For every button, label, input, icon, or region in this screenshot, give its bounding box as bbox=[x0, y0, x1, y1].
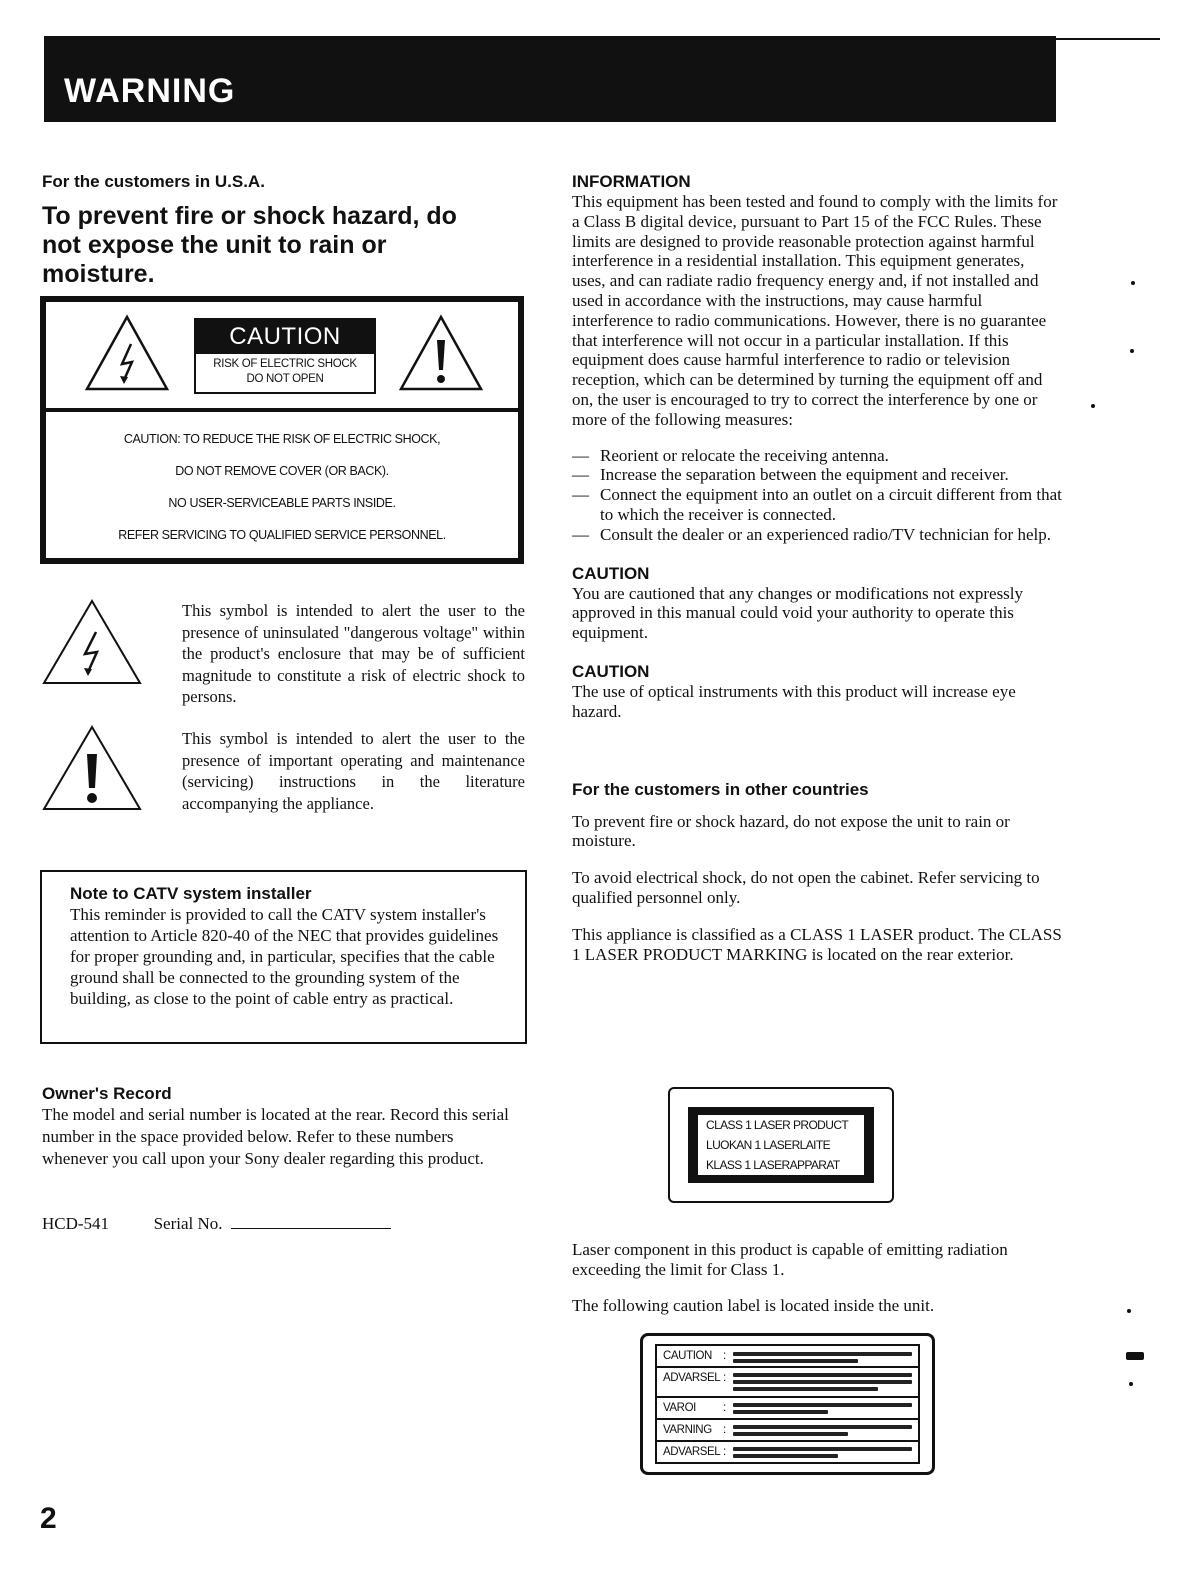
interference-measures bbox=[572, 446, 1062, 545]
exclamation-triangle-icon bbox=[398, 314, 484, 392]
list-dash: — bbox=[572, 485, 589, 505]
page-number: 2 bbox=[40, 1502, 57, 1535]
caution-modifications-title: CAUTION bbox=[572, 563, 650, 583]
owners-record-body: The model and serial number is located at the rear. Record this serial number in the space provided below. Refer to these numbers whenever you call upon your Sony dealer regarding this product. bbox=[42, 1105, 509, 1168]
information-body: This equipment has been tested and found to comply with the limits for a Class B digital device, pursuant to Part 15 of the FCC Rules. These limits are designed to provide reasonable protection against harmful interference in a residential installation. This equipment generates, uses, and can radiate radio frequency energy and, if not installed and used in accordance with the instructions, may cause harmful interference to radio communications. However, there is no guarantee that interference will not occur in a particular installation. If this equipment does cause harmful interference to radio or television reception, which can be determined by turning the equipment off and on, the user is encouraged to try to correct the interference by one or more of the following measures: bbox=[572, 192, 1058, 429]
owners-record bbox=[42, 1084, 522, 1170]
laser-class-text: This appliance is classified as a CLASS 1 LASER product. The CLASS 1 LASER PRODUCT MARKING is located on the rear exterior. bbox=[572, 924, 1062, 964]
list-dash: — bbox=[572, 465, 589, 485]
inside-caution-label bbox=[640, 1333, 935, 1475]
laser-label-line: CLASS 1 LASER PRODUCT bbox=[706, 1118, 849, 1132]
label-row: CAUTION : bbox=[657, 1346, 918, 1368]
catv-note-title: Note to CATV system installer bbox=[70, 884, 312, 903]
model-number: HCD-541 bbox=[42, 1214, 110, 1233]
lightning-triangle-icon bbox=[84, 314, 170, 392]
customers-usa-heading: For the customers in U.S.A. bbox=[42, 172, 265, 191]
label-key: ADVARSEL bbox=[663, 1446, 721, 1458]
exclamation-triangle-icon bbox=[40, 724, 144, 812]
label-fine-print bbox=[733, 1387, 878, 1391]
scan-speck bbox=[1129, 1382, 1133, 1386]
inside-label-table bbox=[655, 1344, 920, 1464]
other-countries-hazard: To prevent fire or shock hazard, do not expose the unit to rain or moisture. bbox=[572, 811, 1010, 851]
label-row: ADVARSEL : bbox=[657, 1368, 918, 1398]
class1-laser-label bbox=[668, 1087, 894, 1203]
label-key: VAROI bbox=[663, 1402, 696, 1414]
caution-instructions bbox=[46, 414, 518, 542]
lightning-triangle-icon bbox=[40, 598, 144, 686]
laser-label-frame bbox=[688, 1107, 874, 1183]
caution-line: CAUTION: TO REDUCE THE RISK OF ELECTRIC SHOCK, bbox=[123, 432, 441, 446]
label-key: VARNING bbox=[663, 1424, 712, 1436]
laser-label-text bbox=[698, 1115, 864, 1175]
list-dash: — bbox=[572, 524, 589, 544]
caution-box-upper bbox=[46, 302, 518, 408]
label-fine-print bbox=[733, 1410, 828, 1414]
caution-box bbox=[40, 296, 524, 564]
header-rule bbox=[1056, 38, 1160, 40]
label-fine-print bbox=[733, 1403, 912, 1407]
label-key: CAUTION bbox=[663, 1350, 712, 1362]
catv-note-box bbox=[40, 870, 527, 1044]
information-title: INFORMATION bbox=[572, 172, 691, 191]
label-fine-print bbox=[733, 1373, 912, 1377]
owners-record-title: Owner's Record bbox=[42, 1084, 172, 1103]
serial-label: Serial No. bbox=[153, 1214, 223, 1233]
caution-label-title: CAUTION bbox=[196, 320, 374, 354]
caution-line: REFER SERVICING TO QUALIFIED SERVICE PERSONNEL. bbox=[118, 528, 446, 542]
scan-speck bbox=[1131, 281, 1135, 285]
label-key: ADVARSEL bbox=[663, 1372, 721, 1384]
left-column bbox=[42, 172, 530, 289]
other-countries-title: For the customers in other countries bbox=[572, 779, 869, 799]
laser-label-line: LUOKAN 1 LASERLAITE bbox=[706, 1138, 830, 1152]
caution-label-do-not-open: DO NOT OPEN bbox=[246, 373, 324, 385]
label-fine-print bbox=[733, 1352, 912, 1356]
exclamation-symbol-description: This symbol is intended to alert the user to the presence of important operating and maintenance (servicing) instructions in the literature accompanying the appliance. bbox=[182, 729, 525, 813]
inside-label-text: The following caution label is located inside the unit. bbox=[572, 1296, 935, 1315]
caution-optical-title: CAUTION bbox=[572, 661, 650, 681]
list-item bbox=[572, 446, 1062, 466]
label-fine-print bbox=[733, 1454, 838, 1458]
list-item bbox=[572, 485, 1062, 525]
caution-optical-body: The use of optical instruments with this product will increase eye hazard. bbox=[572, 681, 1016, 721]
label-fine-print bbox=[733, 1425, 912, 1429]
scan-speck bbox=[1130, 349, 1134, 353]
caution-label bbox=[194, 318, 376, 394]
list-item-text: Consult the dealer or an experienced radio/TV technician for help. bbox=[600, 524, 1051, 544]
list-item-text: Connect the equipment into an outlet on a circuit different from that to which the receiver is connected. bbox=[600, 485, 1062, 524]
list-item-text: Increase the separation between the equipment and receiver. bbox=[600, 465, 1009, 485]
caution-line: DO NOT REMOVE COVER (OR BACK). bbox=[175, 464, 389, 478]
list-item bbox=[572, 465, 1062, 485]
list-item bbox=[572, 525, 1062, 545]
scan-speck bbox=[1127, 1309, 1131, 1313]
label-fine-print bbox=[733, 1447, 912, 1451]
model-serial-line bbox=[42, 1214, 391, 1234]
banner-title: WARNING bbox=[64, 72, 236, 110]
catv-note-body: This reminder is provided to call the CATV system installer's attention to Article 820-40 of the NEC that provides guidelines for proper grounding and, in particular, specifies that the cable ground shall be connected to the grounding system of the building, as close to the point of cable entry as practical. bbox=[70, 905, 499, 1008]
caution-modifications-body: You are cautioned that any changes or modifications not expressly approved in this manual could void your authority to operate this equipment. bbox=[572, 583, 1024, 643]
caution-line: NO USER-SERVICEABLE PARTS INSIDE. bbox=[168, 496, 396, 510]
label-fine-print bbox=[733, 1359, 858, 1363]
list-item-text: Reorient or relocate the receiving antenna. bbox=[600, 445, 889, 465]
lightning-symbol-description: This symbol is intended to alert the user to the presence of uninsulated "dangerous voltage" within the product's enclosure that may be of sufficient magnitude to constitute a risk of electric shock to persons. bbox=[182, 601, 525, 706]
right-column bbox=[572, 172, 1062, 964]
serial-number-blank bbox=[231, 1214, 391, 1229]
caution-label-risk: RISK OF ELECTRIC SHOCK bbox=[213, 358, 357, 370]
label-row: ADVARSEL : bbox=[657, 1442, 918, 1464]
label-fine-print bbox=[733, 1432, 848, 1436]
hazard-headline: To prevent fire or shock hazard, do not expose the unit to rain or moisture. bbox=[42, 202, 457, 288]
label-fine-print bbox=[733, 1380, 912, 1384]
other-countries-shock: To avoid electrical shock, do not open the cabinet. Refer servicing to qualified personnel only. bbox=[572, 868, 1040, 907]
laser-emission-text: Laser component in this product is capable of emitting radiation exceeding the limit for Class 1. bbox=[572, 1240, 1008, 1279]
label-row: VARNING : bbox=[657, 1420, 918, 1442]
laser-label-line: KLASS 1 LASERAPPARAT bbox=[706, 1158, 840, 1172]
caution-divider bbox=[46, 408, 518, 412]
scan-speck bbox=[1126, 1352, 1144, 1360]
scan-speck bbox=[1091, 404, 1095, 408]
warning-banner bbox=[44, 36, 1056, 122]
label-row: VAROI : bbox=[657, 1398, 918, 1420]
list-dash: — bbox=[572, 445, 589, 465]
